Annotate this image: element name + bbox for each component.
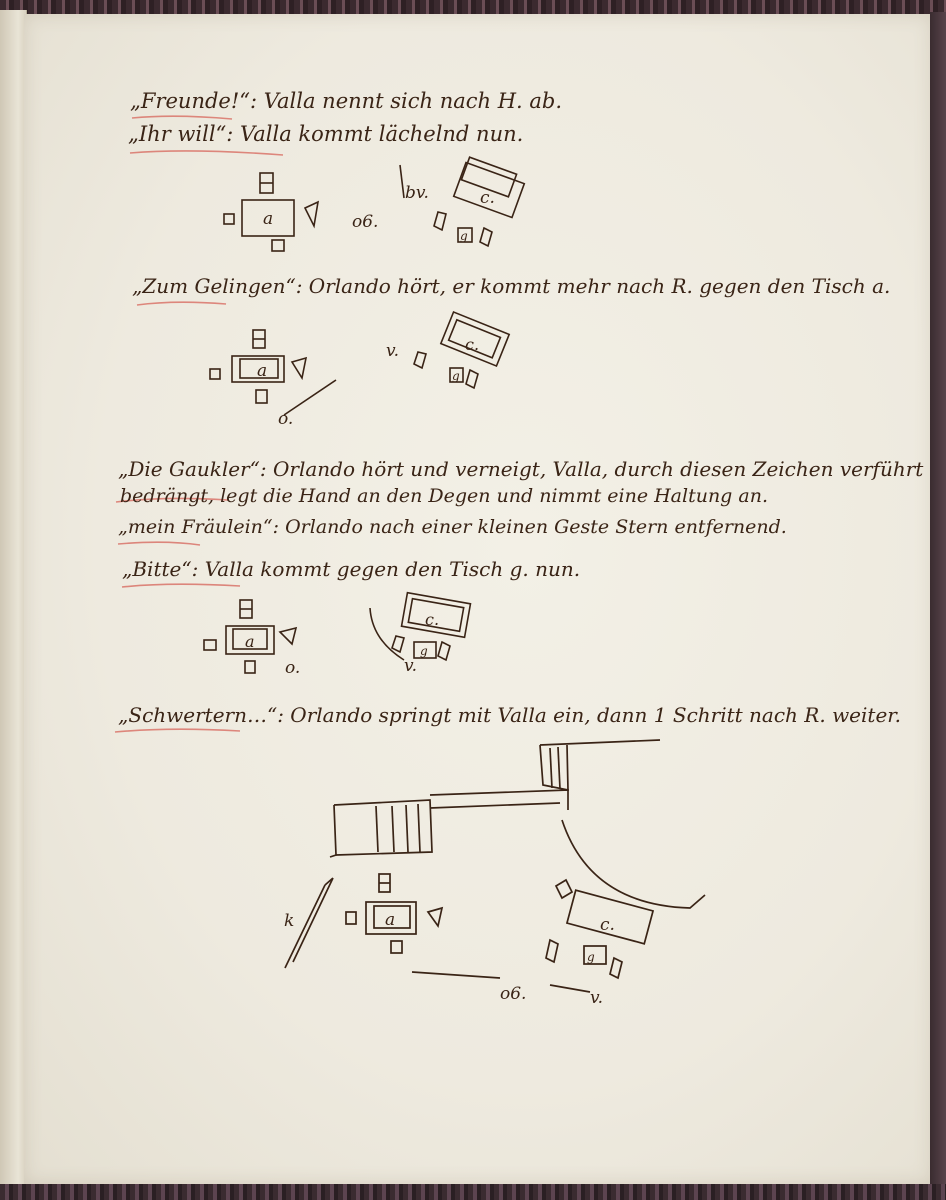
svg-text:v.: v. (386, 341, 399, 361)
chair-left (224, 214, 234, 224)
chair-right (305, 202, 318, 226)
diagram-4-stage (285, 740, 705, 992)
diagram-3 (204, 593, 470, 673)
svg-text:c.: c. (600, 915, 615, 935)
svg-text:a: a (257, 361, 268, 381)
diagram-2-labels (257, 335, 479, 429)
svg-text:g: g (452, 369, 460, 383)
line-8: „Schwertern…“: Orlando springt mit Valla ein, dann 1 Schritt nach R. weiter. (118, 703, 902, 727)
line-3: „Zum Gelingen“: Orlando hört, er kommt mehr nach R. gegen den Tisch a. (132, 274, 891, 298)
red-underlines (115, 116, 283, 732)
svg-text:a: a (245, 632, 255, 651)
svg-text:bv.: bv. (405, 183, 429, 203)
line-4: „Die Gaukler“: Orlando hört und verneigt, Valla, durch diesen Zeichen verführt (118, 457, 924, 481)
chair-bottom (272, 240, 284, 251)
line-5: bedrängt, legt die Hand an den Degen und nimmt eine Haltung an. (120, 485, 768, 507)
svg-text:o6.: o6. (352, 212, 379, 232)
svg-text:o.: o. (278, 409, 294, 429)
svg-text:k: k (284, 911, 295, 931)
svg-text:a: a (263, 209, 274, 229)
svg-text:v.: v. (590, 988, 603, 1008)
diagram-1-labels (263, 183, 495, 243)
line-6: „mein Fräulein“: Orlando nach einer kleinen Geste Stern entfernend. (118, 516, 787, 538)
svg-text:c.: c. (480, 188, 495, 208)
diagram-2 (210, 312, 509, 415)
svg-text:c.: c. (425, 610, 440, 629)
svg-text:g: g (420, 644, 428, 658)
line-1: „Freunde!“: Valla nennt sich nach H. ab. (130, 89, 563, 113)
svg-text:a: a (385, 910, 396, 930)
svg-text:g: g (460, 229, 468, 243)
svg-text:o.: o. (285, 658, 301, 678)
svg-text:c.: c. (465, 335, 480, 354)
text-lines (118, 89, 924, 727)
svg-text:v.: v. (404, 656, 417, 676)
svg-text:o6.: o6. (500, 984, 527, 1004)
diagram-4-labels (284, 910, 615, 1008)
line-2: „Ihr will“: Valla kommt lächelnd nun. (128, 122, 524, 146)
line-7: „Bitte“: Valla kommt gegen den Tisch g. nun. (122, 557, 581, 581)
svg-text:g: g (587, 950, 595, 964)
